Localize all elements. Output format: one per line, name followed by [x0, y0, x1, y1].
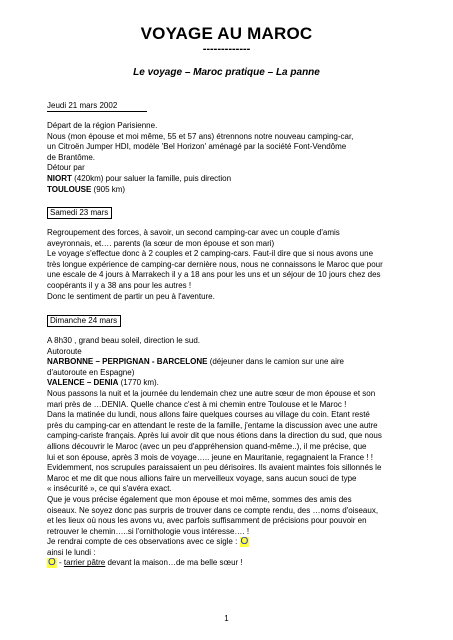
- text-line: Détour par: [47, 163, 85, 173]
- text-line: [47, 378, 432, 389]
- text-line: une escale de 4 jours à Marrakech il y a 18 ans pour les uns et un séjour de 10 jours chez des: [47, 270, 381, 280]
- page-subtitle: Le voyage – Maroc pratique – La panne: [133, 67, 320, 78]
- text-line: Donc le sentiment de partir un peu à l'aventure.: [47, 291, 215, 301]
- text-line: [47, 174, 432, 185]
- text-line: oiseaux. Ne soyez donc pas surpris de trouver dans ce compte rendu, des …noms d'oiseaux,: [47, 505, 379, 515]
- text-line: retrouver le chemin…..si l'ornithologie vous intéresse…. !: [47, 526, 250, 536]
- text-line: coopérants il y a 38 ans pour les autres !: [47, 280, 192, 290]
- text-line: de Brantôme.: [47, 152, 96, 162]
- text-line: Dans la matinée du lundi, nous allons faire quelques courses au village du coin. Etant resté: [47, 410, 370, 420]
- section-date-dimanche: Dimanche 24 mars: [47, 315, 121, 327]
- text-line: et les lieux où nous les avons vu, avec parfois suffisamment de précisions pour pouvoir en: [47, 516, 367, 526]
- text-line: lui et son épouse, après 3 mois de voyage….. jeune en Mauritanie, regagnaient la France ! !: [47, 452, 373, 462]
- text-line: allions découvrir le Maroc (avec un peu d'appréhension quand-même..), il me précise, que: [47, 441, 367, 451]
- text-line: Evidemment, nos scrupules paraissaient un peu dérisoires. Ils avaient maintes fois sillonnés le: [47, 463, 382, 473]
- section-dimanche-text: [47, 336, 432, 569]
- text-line: Nous (mon épouse et moi même, 55 et 57 ans) étrennons notre nouveau camping-car,: [47, 131, 354, 141]
- bird-sigle-icon: O: [48, 557, 56, 569]
- text-line: « insécurité », ce qui s'avéra exact.: [47, 484, 172, 494]
- text-span: devant la maison…de ma belle sœur !: [105, 558, 243, 568]
- text-line: A 8h30 , grand beau soleil, direction le sud.: [47, 336, 200, 345]
- route-valence-denia: VALENCE – DENIA: [47, 378, 119, 388]
- text-span: (déjeuner dans le camion sur une aire: [207, 357, 344, 367]
- text-span: (420km) pour saluer la famille, puis direction: [71, 173, 232, 183]
- text-span: (905 km): [91, 184, 126, 194]
- route-narbonne-barcelone: NARBONNE – PERPIGNAN - BARCELONE: [47, 357, 208, 367]
- text-line: [47, 185, 432, 196]
- text-line: Que je vous précise également que mon épouse et moi même, sommes des amis des: [47, 494, 352, 504]
- text-line: Nous passons la nuit et la journée du lendemain chez une autre sœur de mon épouse et son: [47, 388, 376, 398]
- text-span: Je rendrai compte de ces observations avec ce sigle :: [47, 537, 240, 547]
- text-line: Le voyage s'effectue donc à 2 couples et 2 camping-cars. Faut-il dire que si nous avons une: [47, 249, 374, 259]
- text-line: d'autoroute en Espagne): [47, 367, 135, 377]
- text-line: Regroupement des forces, à savoir, un second camping-car avec un couple d'amis: [47, 228, 340, 237]
- text-line: très longue expérience de camping-car dernière nous, nous ne connaissons le Maroc que pour: [47, 259, 383, 269]
- text-line: Autoroute: [47, 346, 82, 356]
- text-line: [47, 357, 432, 368]
- text-line: un Citroën Jumper HDI, modèle 'Bel Horizon' aménagé par la société Font-Vendôme: [47, 142, 347, 152]
- text-span: -: [56, 558, 64, 568]
- text-span: (1770 km).: [118, 378, 159, 388]
- title-rule: -------------: [202, 43, 251, 55]
- text-line: aveyronnais, et…. parents (la sœur de mon épouse et son mari): [47, 238, 275, 248]
- place-toulouse: TOULOUSE: [47, 184, 92, 194]
- text-line: camping-cariste français. Après lui avoir dit que nous étions dans la direction du sud, que nous: [47, 431, 382, 441]
- place-niort: NIORT: [47, 173, 72, 183]
- section-samedi-text: [47, 228, 432, 302]
- text-line: Maroc et me dit que nous allions faire un merveilleux voyage, sans aucun souci de type: [47, 473, 357, 483]
- text-line: près du camping-car en attendant le reste de la famille, j'entame la discussion avec une autre: [47, 420, 378, 430]
- section-jeudi-text: [47, 121, 432, 195]
- page-number: 1: [224, 614, 229, 623]
- section-date-samedi: Samedi 23 mars: [47, 207, 112, 219]
- bird-name-link[interactable]: tarrier pâtre: [63, 558, 106, 568]
- text-line: Départ de la région Parisienne.: [47, 121, 158, 130]
- section-date-jeudi: Jeudi 21 mars 2002: [47, 101, 147, 112]
- text-line: [47, 558, 432, 569]
- page-title: VOYAGE AU MAROC: [140, 24, 313, 43]
- text-line: mari près de …DENIA. Quelle chance c'est à mi chemin entre Toulouse et le Maroc !: [47, 399, 347, 409]
- text-line: [47, 537, 432, 548]
- bird-sigle-icon: O: [240, 536, 249, 548]
- text-line: ainsi le lundi :: [47, 547, 96, 557]
